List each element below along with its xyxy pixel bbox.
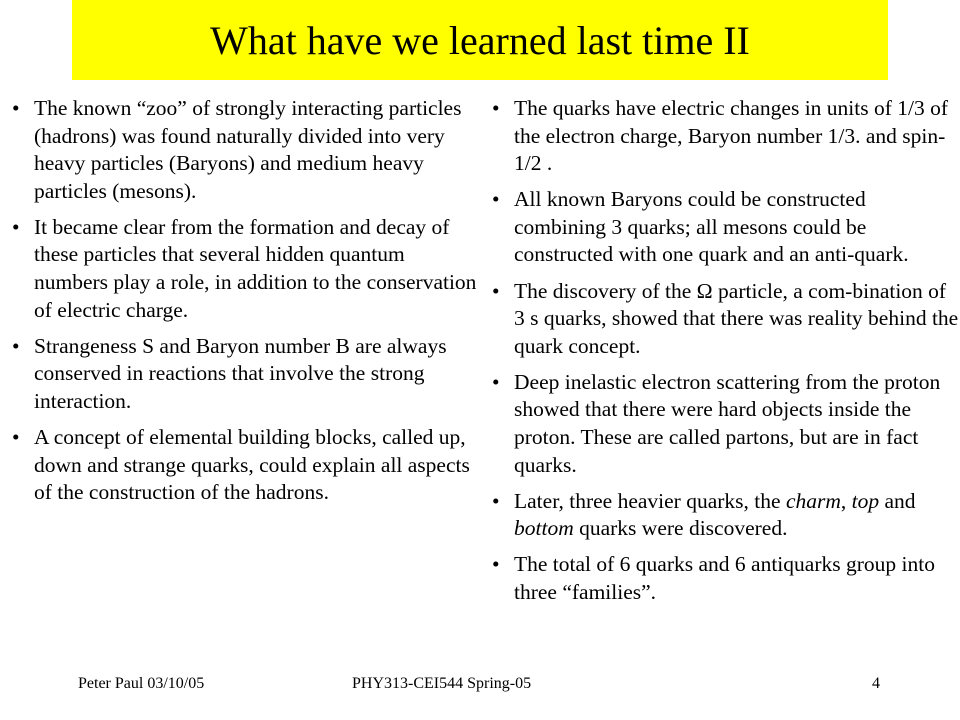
bullet-item xyxy=(12,95,482,205)
bullet-item xyxy=(12,333,482,416)
bullet-text: It became clear from the formation and decay of these particles that several hidden quantum numbers play a role, in addition to the conservation of electric charge. xyxy=(34,214,477,322)
bullet-text: The total of 6 quarks and 6 antiquarks group into three “families”. xyxy=(514,552,935,604)
bullet-item xyxy=(492,551,960,606)
bullet-dot: • xyxy=(12,96,20,120)
bullet-item xyxy=(492,186,960,269)
bullet-dot: • xyxy=(492,278,500,303)
bottom-emphasis: bottom xyxy=(514,516,574,541)
bullet-dot: • xyxy=(12,333,20,358)
bullet-dot: • xyxy=(12,214,20,239)
bullet-item xyxy=(492,95,960,178)
bullet-text: The discovery of the Ω particle, a com-bination of 3 s quarks, showed that there was reality behind the quark concept. xyxy=(514,278,959,358)
text-run: and xyxy=(879,488,916,513)
bullet-dot: • xyxy=(492,187,500,212)
text-run: quarks were discovered. xyxy=(573,516,788,541)
charm-emphasis: charm xyxy=(785,488,841,513)
text-run: Later, three heavier quarks, the xyxy=(514,488,786,513)
bullet-text: The known “zoo” of strongly interacting particles (hadrons) was found naturally divided into very heavy particles (Baryons) and medium heavy particles (mesons). xyxy=(34,96,462,203)
bullet-text: All known Baryons could be constructed combining 3 quarks; all mesons could be constructed with one quark and an anti-quark. xyxy=(514,187,909,267)
bullet-text xyxy=(514,489,916,541)
footer-author-date: Peter Paul 03/10/05 xyxy=(78,675,205,692)
bullet-item xyxy=(492,488,960,543)
bullet-item xyxy=(12,424,482,507)
slide-title: What have we learned last time II xyxy=(210,18,750,63)
bullet-dot: • xyxy=(492,552,500,577)
title-banner xyxy=(72,0,888,80)
right-bullet-column xyxy=(492,95,960,615)
bullet-item xyxy=(492,278,960,361)
top-emphasis: top xyxy=(851,488,880,513)
bullet-text: A concept of elemental building blocks, called up, down and strange quarks, could explain all aspects of the construction of the hadrons. xyxy=(34,425,470,505)
bullet-dot: • xyxy=(492,369,500,394)
left-bullet-column xyxy=(12,95,482,515)
footer-course: PHY313-CEI544 Spring-05 xyxy=(352,675,532,692)
bullet-dot: • xyxy=(492,488,500,513)
bullet-dot: • xyxy=(12,425,20,450)
bullet-text: Deep inelastic electron scattering from the proton showed that there were hard objects inside the proton. These are called partons, but are in fact quarks. xyxy=(514,369,941,477)
text-run: , xyxy=(840,488,852,513)
bullet-text: The quarks have electric changes in units of 1/3 of the electron charge, Baryon number 1/3. and spin-1/2 . xyxy=(514,96,949,176)
bullet-text: Strangeness S and Baryon number B are always conserved in reactions that involve the strong interaction. xyxy=(34,333,447,413)
bullet-item xyxy=(12,214,482,324)
bullet-item xyxy=(492,369,960,479)
bullet-dot: • xyxy=(492,96,500,120)
footer-page-number: 4 xyxy=(872,675,880,692)
